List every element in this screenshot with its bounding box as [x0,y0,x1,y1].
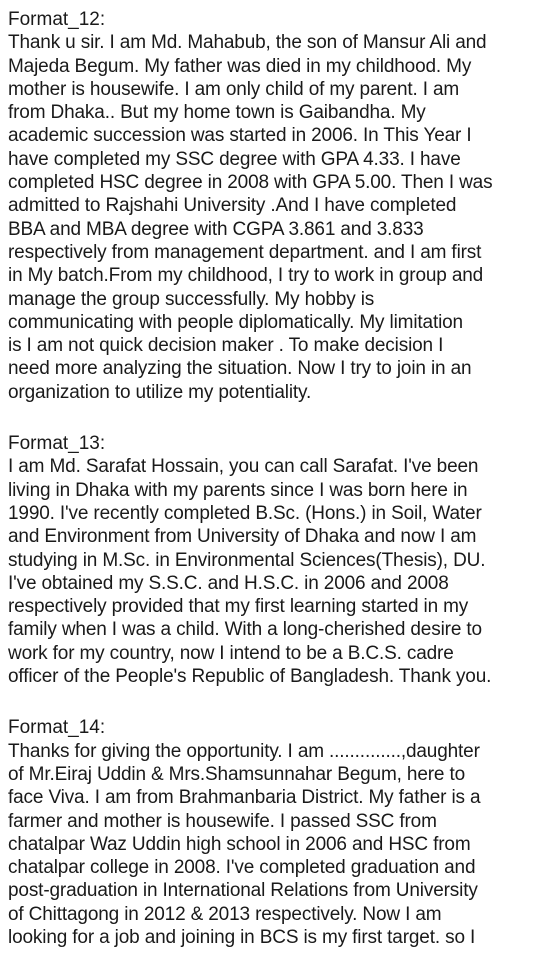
format-13-section [8,432,538,688]
section-heading: Format_13: [8,433,106,455]
section-heading: Format_14: [8,717,106,739]
format-12-section [8,8,538,404]
section-heading: Format_12: [8,9,106,30]
section-paragraph: Thanks for giving the opportunity. I am ..............,daughter of Mr.Eiraj Uddin & Mrs.Shamsunnahar Begum, here to face Viva. I am from Brahmanbaria District. My father is a farmer and mother is housewife. I passed SSC from chatalpar Waz Uddin high school in 2006 and HSC from chatalpar college in 2008. I've completed graduation and post-graduation in International Relations from University of Chittagong in 2012 & 2013 respectively. Now I am looking for a job and joining in BCS is my first target. so I [8,740,481,948]
section-paragraph: I am Md. Sarafat Hossain, you can call Sarafat. I've been living in Dhaka with my parents since I was born here in 1990. I've recently completed B.Sc. (Hons.) in Soil, Water and Environment from University of Dhaka and now I am studying in M.Sc. in Environmental Sciences(Thesis), DU. I've obtained my S.S.C. and H.S.C. in 2006 and 2008 respectively provided that my first learning started in my family when I was a child. With a long-cherished desire to work for my country, now I intend to be a B.C.S. cadre officer of the People's Republic of Bangladesh. Thank you. [8,456,492,688]
document-body [8,8,538,977]
format-14-section [8,716,538,949]
section-paragraph: Thank u sir. I am Md. Mahabub, the son of Mansur Ali and Majeda Begum. My father was died in my childhood. My mother is housewife. I am only child of my parent. I am from Dhaka.. But my home town is Gaibandha. My academic succession was started in 2006. In This Year I have completed my SSC degree with GPA 4.33. I have completed HSC degree in 2008 with GPA 5.00. Then I was admitted to Rajshahi University .And I have completed BBA and MBA degree with CGPA 3.861 and 3.833 respectively from management department. and I am first in My batch.From my childhood, I try to work in group and manage the group successfully. My hobby is communicating with people diplomatically. My limitation is I am not quick decision maker . To make decision I need more analyzing the situation. Now I try to join in an organization to utilize my potentiality. [8,32,493,403]
